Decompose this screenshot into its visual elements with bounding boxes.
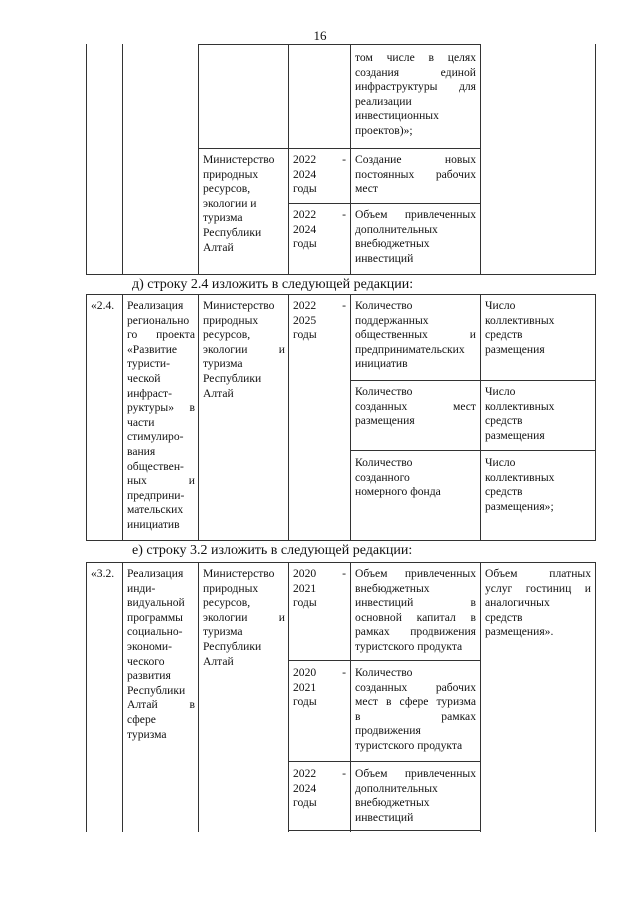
indicator-cell (355, 767, 476, 825)
responsible-cell (203, 299, 285, 401)
cell-line: 2022 - (293, 153, 346, 166)
cell-line: рамках продвижения (355, 625, 476, 639)
cell-line: туризма (203, 357, 243, 371)
cell-line: экологии и (203, 342, 285, 356)
cell-line: Алтай (203, 654, 234, 668)
cell-line: Республики (127, 683, 186, 697)
cell-line: Объем привлеченных (355, 208, 476, 221)
activity-name-cell (127, 567, 195, 742)
cell-line: инфраст- (127, 386, 172, 400)
cell-line: поддержанных (355, 313, 429, 327)
table-border (350, 450, 596, 451)
table-border (480, 44, 481, 274)
cell-line: Создание новых (355, 153, 476, 166)
cell-line: 2022 - (293, 767, 346, 780)
table-border (198, 44, 199, 274)
cell-line: мест (355, 182, 378, 196)
years-cell (293, 153, 346, 197)
cell-line: ных и (127, 474, 195, 488)
cell-line: Объем привлеченных (355, 567, 476, 580)
cell-line: годы (293, 237, 317, 251)
years-cell (293, 567, 346, 611)
cell-line: том числе в целях (355, 51, 476, 64)
cell-line: «Развитие (127, 342, 178, 356)
cell-line: 2024 (293, 167, 317, 181)
table-border (198, 562, 199, 832)
cell-line: общественных и (355, 328, 476, 342)
table-border (86, 274, 596, 275)
cell-line: Республики (203, 371, 262, 385)
page-number: 16 (313, 28, 327, 43)
indicator-cell (355, 208, 476, 266)
target-cell: Число коллективных средств размещения (485, 299, 555, 356)
cell-line: годы (293, 328, 317, 342)
cell-line: Объем платных (485, 567, 591, 580)
table-border (595, 562, 596, 832)
cell-line: 2020 - (293, 666, 346, 679)
cell-line: туристи- (127, 357, 170, 371)
table-border (595, 44, 596, 274)
table-border (288, 761, 481, 762)
indicator-cell (355, 51, 476, 139)
table-border (595, 294, 596, 541)
cell-line: сфере (127, 712, 156, 726)
cell-line: внебюджетных (355, 796, 430, 810)
table-border (86, 562, 87, 832)
table-border (288, 562, 289, 832)
cell-line: реализации (355, 94, 412, 108)
cell-line: мест в сфере туризма (355, 695, 476, 709)
cell-line: мательских (127, 503, 184, 517)
indicator-cell (355, 385, 476, 429)
cell-line: годы (293, 796, 317, 810)
table-border (86, 540, 596, 541)
cell-line: услуг гостиниц и (485, 581, 591, 595)
cell-line: природных (203, 313, 259, 327)
cell-line: руктуры» в (127, 401, 195, 415)
cell-line: Реализация (127, 567, 184, 580)
table-border (86, 44, 87, 274)
cell-line: видуальной (127, 596, 185, 610)
table-border (122, 294, 123, 541)
cell-line: 2024 (293, 781, 317, 795)
cell-line: Количество (355, 385, 413, 398)
indicator-cell (355, 567, 476, 655)
cell-line: постоянных рабочих (355, 167, 476, 181)
table-border (122, 562, 123, 832)
table-border (288, 44, 289, 274)
cell-line: 2024 (293, 222, 317, 236)
cell-line: туристского продукта (355, 639, 463, 653)
target-cell: Число коллективных средств размещения»; (485, 456, 555, 513)
indicator-cell (355, 299, 476, 372)
table-border (288, 203, 481, 204)
cell-line: обществен- (127, 459, 184, 473)
cell-line: части (127, 415, 155, 429)
row-number: «2.4. (91, 299, 115, 312)
cell-line: природных (203, 581, 259, 595)
cell-line: ческого (127, 654, 165, 668)
cell-line: регионально (127, 313, 190, 327)
table-border (480, 562, 481, 832)
cell-line: Объем привлеченных (355, 767, 476, 780)
table-border (122, 44, 123, 274)
cell-line: инфраструктуры для (355, 80, 476, 94)
cell-line: инвестиций (355, 810, 414, 824)
cell-line: инвестиционных (355, 109, 439, 123)
activity-name-cell (127, 299, 195, 533)
cell-line: внебюджетных (355, 237, 430, 251)
cell-line: 2021 (293, 680, 317, 694)
indicator-cell: Количество созданного номерного фонда (355, 456, 441, 499)
cell-line: в рамках (355, 709, 476, 723)
table-border (288, 660, 481, 661)
cell-line: социально- (127, 625, 183, 639)
cell-line: Республики (203, 639, 262, 653)
cell-line: ресурсов, (203, 328, 251, 342)
cell-line: туризма (203, 625, 243, 639)
cell-line: ческой (127, 371, 161, 385)
cell-line: Количество (355, 299, 413, 312)
cell-line: вания (127, 444, 156, 458)
cell-line: ресурсов, (203, 596, 251, 610)
cell-line: Количество (355, 666, 413, 679)
cell-line: инициатив (355, 357, 408, 371)
cell-line: продвижения (355, 724, 421, 738)
cell-line: предпринимательских (355, 342, 465, 356)
cell-line: инди- (127, 581, 156, 595)
years-cell (293, 208, 346, 252)
table-border (198, 148, 481, 149)
responsible-cell (203, 567, 285, 669)
years-cell (293, 666, 346, 710)
cell-line: годы (293, 596, 317, 610)
cell-line: дополнительных (355, 781, 438, 795)
cell-line: инвестиций в (355, 596, 476, 610)
cell-line: Министерство (203, 299, 275, 312)
cell-line: туризма (127, 727, 167, 741)
table-border (350, 380, 596, 381)
cell-line: 2022 - (293, 208, 346, 221)
cell-line: годы (293, 182, 317, 196)
cell-line: предприни- (127, 488, 185, 502)
cell-line: Министерство (203, 567, 275, 580)
cell-line: дополнительных (355, 222, 438, 236)
instruction-text: д) строку 2.4 изложить в следующей редакции: (132, 277, 414, 292)
cell-line: внебюджетных (355, 581, 430, 595)
cell-line: Алтай (203, 386, 234, 400)
cell-line: стимулиро- (127, 430, 184, 444)
table-border (86, 294, 596, 295)
cell-line: создания единой (355, 65, 476, 79)
row-number: «3.2. (91, 567, 115, 580)
cell-line: программы (127, 610, 183, 624)
years-cell (293, 299, 346, 343)
target-cell: Число коллективных средств размещения (485, 385, 555, 442)
indicator-cell (355, 153, 476, 197)
cell-line: 2025 (293, 313, 317, 327)
cell-line: проектов)»; (355, 123, 413, 137)
table-border (288, 294, 289, 541)
cell-line: 2021 (293, 581, 317, 595)
cell-line: годы (293, 695, 317, 709)
responsible-cell: Министерство природных ресурсов, экологии и туризма Республики Алтай (203, 153, 275, 254)
cell-line: го проекта (127, 328, 195, 342)
table-border (86, 294, 87, 541)
cell-line: экологии и (203, 610, 285, 624)
cell-line: Реализация (127, 299, 184, 312)
cell-line: размещения (355, 414, 415, 428)
cell-line: аналогичных (485, 596, 550, 610)
cell-line: инвестиций (355, 251, 414, 265)
table-border (350, 562, 351, 832)
table-border (86, 562, 596, 563)
table-border (198, 44, 481, 45)
table-border (350, 294, 351, 541)
cell-line: созданных рабочих (355, 680, 476, 694)
instruction-text: е) строку 3.2 изложить в следующей редакции: (132, 543, 413, 558)
cell-line: размещения». (485, 625, 554, 639)
table-border (350, 44, 351, 274)
target-cell (485, 567, 591, 640)
cell-line: основной капитал в (355, 610, 476, 624)
table-border (480, 294, 481, 541)
cell-line: 2020 - (293, 567, 346, 580)
cell-line: экономи- (127, 639, 172, 653)
cell-line: туристского продукта (355, 738, 463, 752)
cell-line: средств (485, 610, 523, 624)
cell-line: развития (127, 669, 171, 683)
cell-line: Алтай в (127, 698, 195, 712)
table-border (198, 294, 199, 541)
cell-line: созданных мест (355, 399, 476, 413)
table-border (288, 830, 481, 831)
years-cell (293, 767, 346, 811)
cell-line: инициатив (127, 517, 180, 531)
indicator-cell (355, 666, 476, 754)
cell-line: 2022 - (293, 299, 346, 312)
